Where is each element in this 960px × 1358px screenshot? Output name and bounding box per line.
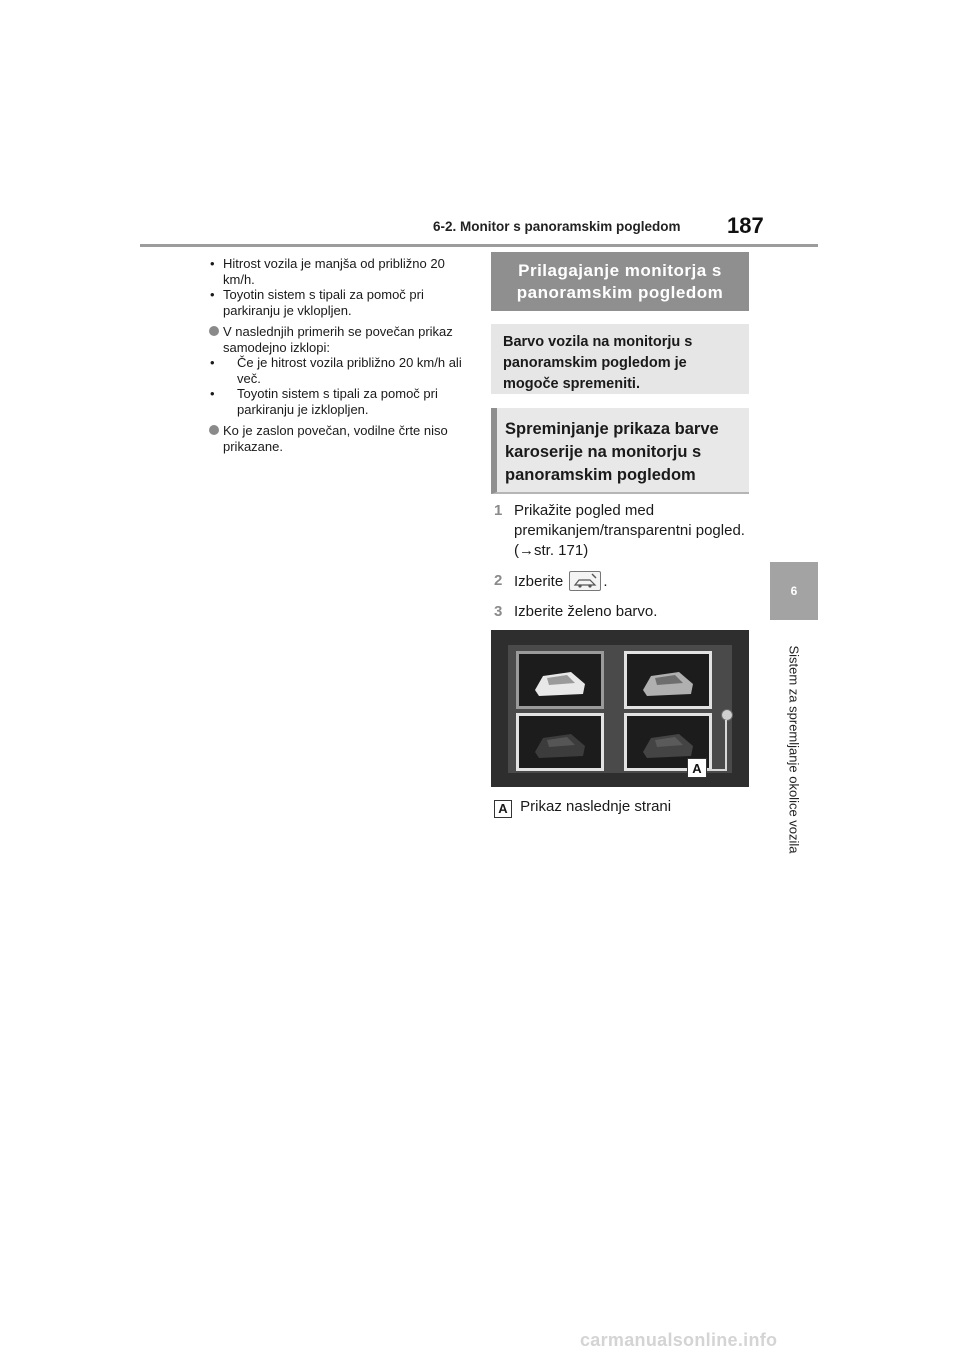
car-color-icon (569, 571, 601, 591)
chapter-side-text: Sistem za spremljanje okolice vozila (786, 644, 802, 854)
bullet-dot-icon (209, 326, 219, 336)
callout-label: A (687, 758, 707, 778)
dash-marker: • (210, 355, 215, 370)
dash-marker: • (210, 256, 215, 271)
watermark: carmanualsonline.info (580, 1330, 778, 1350)
list-item-text: Toyotin sistem s tipali za pomoč pri parkiranju je izklopljen. (237, 386, 438, 417)
step-text: Prikažite pogled med premikanjem/transparentni pogled. (→str. 171) (514, 502, 745, 559)
step-item (494, 571, 750, 592)
step-number: 3 (494, 603, 503, 620)
bullet-block (205, 423, 465, 454)
left-column (205, 256, 465, 454)
step-number: 1 (494, 502, 503, 519)
bullet-text: Ko je zaslon povečan, vodilne črte niso prikazane. (223, 423, 448, 454)
list-item (205, 386, 465, 417)
list-item (205, 355, 465, 386)
callout-line (725, 720, 727, 770)
step-text: Izberite (514, 573, 564, 590)
chapter-tab: 6 (770, 562, 818, 620)
legend-label: A (494, 800, 512, 818)
header-title: 6-2. Monitor s panoramskim pogledom (433, 219, 681, 234)
bullet-block (205, 324, 465, 417)
list-item-text: Hitrost vozila je manjša od približno 20 km/h. (223, 256, 445, 287)
color-option-silver (624, 651, 712, 709)
list-item-text: Če je hitrost vozila približno 20 km/h ali več. (237, 355, 462, 386)
step-number: 2 (494, 572, 503, 589)
bullet-dot-icon (209, 425, 219, 435)
next-page-button (721, 709, 733, 721)
intro-box: Barvo vozila na monitorju s panoramskim pogledom je mogoče spremeniti. (491, 324, 749, 394)
dash-marker: • (210, 386, 215, 401)
sub-heading: Spreminjanje prikaza barve karoserije na monitorju s panoramskim pogledom (491, 408, 749, 494)
step-item (494, 501, 750, 561)
figure-legend (494, 797, 671, 818)
step-item (494, 602, 750, 622)
color-option-dark-gray (516, 713, 604, 771)
step-text-suffix: . (603, 573, 608, 590)
page-number: 187 (727, 213, 764, 238)
screen-panel (508, 645, 732, 773)
color-option-white (516, 651, 604, 709)
dash-marker: • (210, 287, 215, 302)
legend-text: Prikaz naslednje strani (520, 798, 672, 815)
list-item (205, 256, 465, 287)
steps (494, 501, 750, 632)
step-text: Izberite želeno barvo. (514, 603, 658, 620)
list-item-text: Toyotin sistem s tipali za pomoč pri parkiranju je vklopljen. (223, 287, 424, 318)
bullet-text: V naslednjih primerih se povečan prikaz samodejno izklopi: (223, 324, 453, 355)
callout-line (707, 769, 727, 771)
header-rule (140, 244, 818, 247)
list-item (205, 287, 465, 318)
section-heading: Prilagajanje monitorja s panoramskim pogledom (491, 252, 749, 311)
chapter-side-title (741, 618, 847, 880)
color-selection-screen (491, 630, 749, 787)
